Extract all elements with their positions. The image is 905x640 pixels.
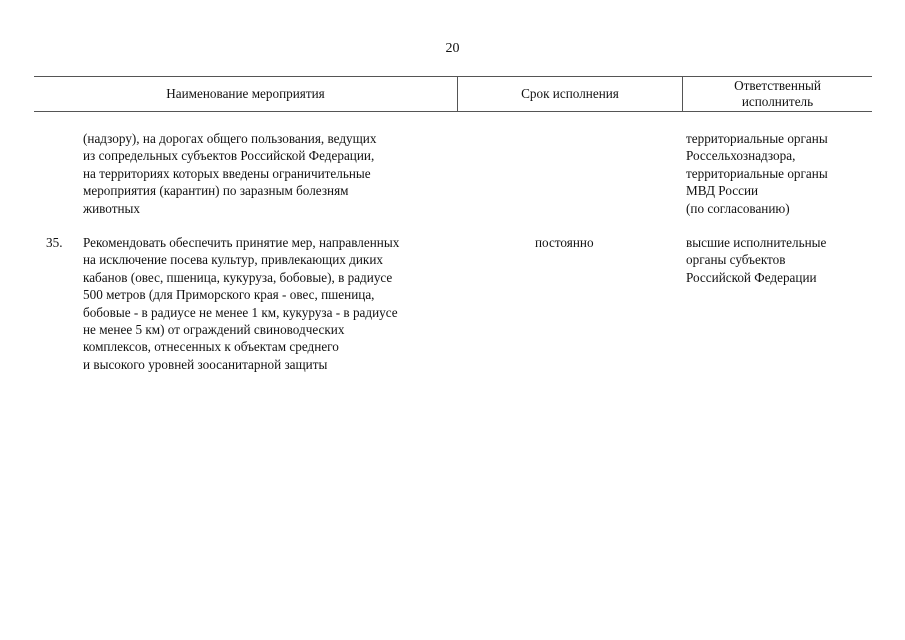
header-responsible-line1: Ответственный	[734, 78, 821, 93]
row-deadline: постоянно	[535, 235, 594, 250]
header-responsible	[683, 77, 872, 111]
row-number: 35.	[46, 235, 63, 250]
page-number: 20	[445, 41, 460, 56]
header-deadline: Срок исполнения	[521, 86, 619, 101]
row-activity-name: Рекомендовать обеспечить принятие мер, направленных на исключение посева культур, привлекающих диких кабанов (овес, пшеница, кукуруза, бобовые), в радиусе 500 метров (для Приморского края - овес, пшеница, бобовые - в радиусе не менее 1 км, кукуруза - в радиусе не менее 5 км) от ограждений свиноводческих комплексов, отнесенных к объектам среднего и высокого уровней зоосанитарной защиты	[83, 235, 400, 372]
row-responsible: высшие исполнительные органы субъектов Российской Федерации	[686, 235, 827, 285]
table-header	[34, 76, 872, 112]
row-responsible: территориальные органы Россельхознадзора, территориальные органы МВД России (по согласованию)	[686, 131, 828, 216]
header-activity-name: Наименование мероприятия	[166, 86, 325, 101]
row-activity-name: (надзору), на дорогах общего пользования, ведущих из сопредельных субъектов Российской Федерации, на территориях которых введены ограничительные мероприятия (карантин) по заразным болезням животных	[83, 131, 377, 216]
header-responsible-line2: исполнитель	[741, 94, 814, 109]
